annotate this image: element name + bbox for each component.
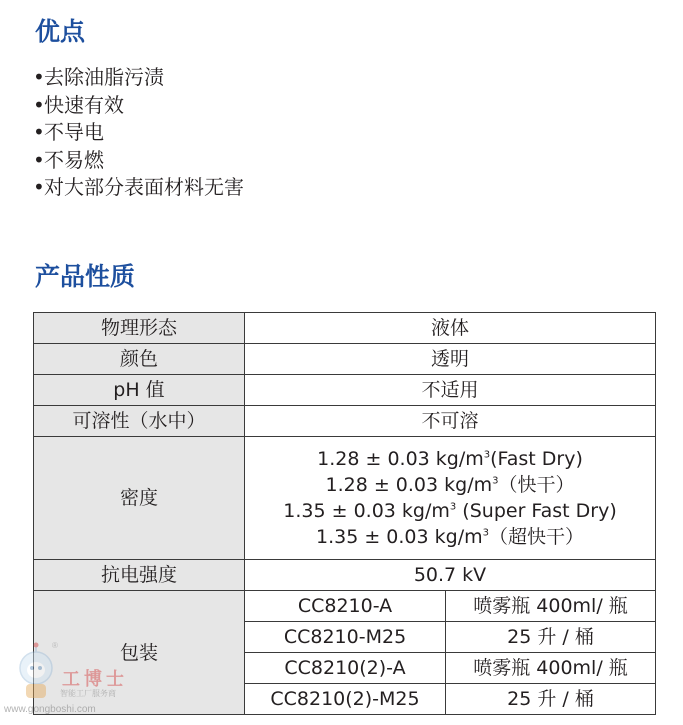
bullet: • <box>33 65 45 89</box>
density-line: 1.35 ± 0.03 $kg/m^3$（超快干） <box>316 526 585 548</box>
property-label: 包装 <box>34 591 245 715</box>
property-value: 50.7 kV <box>245 560 656 591</box>
watermark-brand: 工博士 <box>62 669 128 689</box>
bullet: • <box>33 92 45 117</box>
list-item <box>33 119 244 147</box>
table-row-packaging <box>34 591 656 622</box>
bullet: • <box>33 120 45 144</box>
property-label: pH 值 <box>34 375 245 406</box>
table-row-density <box>34 437 656 560</box>
list-item <box>33 147 244 175</box>
list-item-text: 对大部分表面材料无害 <box>44 175 244 199</box>
package-code: CC8210(2)-M25 <box>245 684 446 715</box>
package-desc: 25 升 / 桶 <box>446 622 656 653</box>
properties-title: 产品性质 <box>35 262 136 291</box>
bullet: • <box>33 175 45 199</box>
density-line: 1.28 ± 0.03 $kg/m^3$（快干） <box>325 474 575 496</box>
table-row <box>34 560 656 591</box>
watermark-url: www.gongboshi.com <box>4 704 96 715</box>
property-value: 不可溶 <box>245 406 656 437</box>
property-label: 可溶性（水中） <box>34 406 245 437</box>
bullet: • <box>33 147 45 172</box>
property-value: 液体 <box>245 313 656 344</box>
table-row <box>34 344 656 375</box>
advantages-title: 优点 <box>35 17 86 46</box>
list-item <box>33 174 244 202</box>
package-desc: 25 升 / 桶 <box>446 684 656 715</box>
list-item-text: 不易燃 <box>44 147 104 172</box>
list-item <box>33 64 244 92</box>
density-line: 1.28 ± 0.03 $kg/m^3(Fast$ Dry) <box>317 448 583 470</box>
density-line: 1.35 ± 0.03 $kg/m^3$ (Super Fast Dry) <box>283 500 617 522</box>
list-item-text: 快速有效 <box>44 92 124 117</box>
table-row <box>34 313 656 344</box>
package-desc: 喷雾瓶 400ml/ 瓶 <box>446 653 656 684</box>
registered-mark: ® <box>52 641 58 650</box>
list-item-text: 去除油脂污渍 <box>44 65 164 89</box>
list-item <box>33 92 244 120</box>
property-label: 颜色 <box>34 344 245 375</box>
list-item-text: 不导电 <box>44 120 104 144</box>
package-desc: 喷雾瓶 400ml/ 瓶 <box>446 591 656 622</box>
property-label: 物理形态 <box>34 313 245 344</box>
property-label: 抗电强度 <box>34 560 245 591</box>
watermark-tagline: 智能工厂服务商 <box>60 689 116 698</box>
package-code: CC8210-A <box>245 591 446 622</box>
advantages-list <box>33 64 244 202</box>
property-value: 不适用 <box>245 375 656 406</box>
table-row <box>34 406 656 437</box>
table-row <box>34 375 656 406</box>
property-label: 密度 <box>34 437 245 560</box>
property-value: 透明 <box>245 344 656 375</box>
package-code: CC8210-M25 <box>245 622 446 653</box>
package-code: CC8210(2)-A <box>245 653 446 684</box>
density-values <box>245 437 656 560</box>
